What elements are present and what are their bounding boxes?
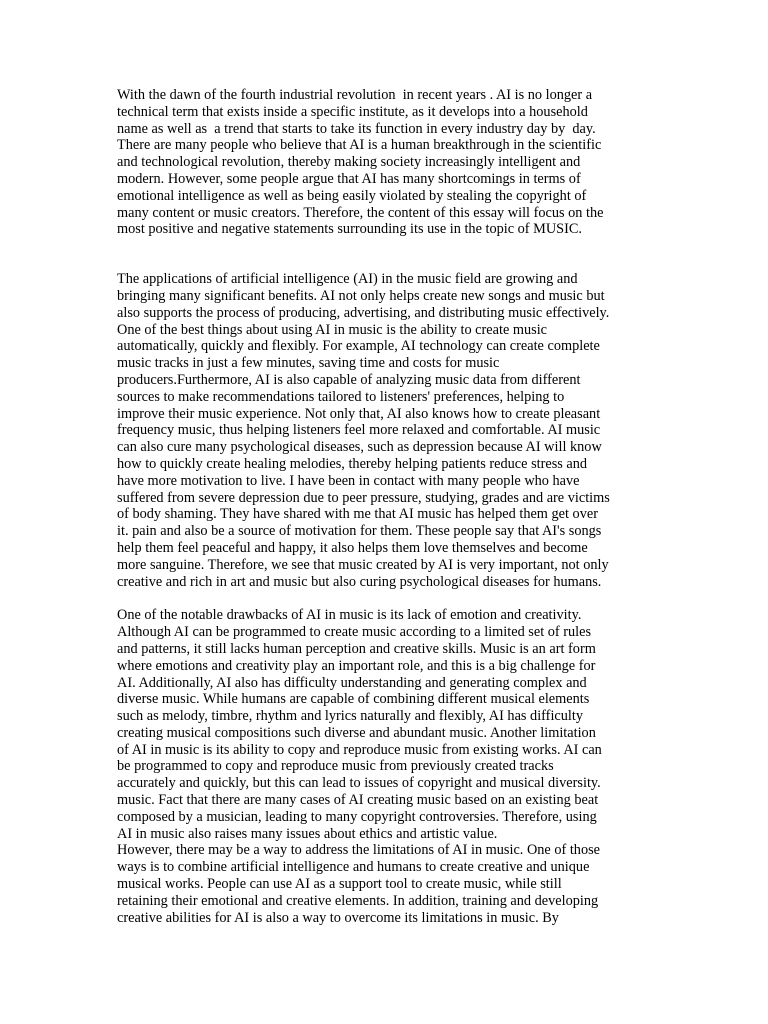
text-line: creating musical compositions such diverse and abundant music. Another limitation bbox=[117, 724, 596, 741]
text-line: most positive and negative statements surrounding its use in the topic of MUSIC. bbox=[117, 221, 582, 238]
paragraph-spacer bbox=[117, 590, 657, 607]
text-line: of AI in music is its ability to copy and reproduce music from existing works. AI can bbox=[117, 741, 602, 758]
paragraph-drawbacks bbox=[117, 607, 657, 926]
paragraph-spacer bbox=[117, 238, 657, 271]
text-line: such as melody, timbre, rhythm and lyrics naturally and flexibly, AI has difficulty bbox=[117, 708, 584, 725]
text-line: and patterns, it still lacks human perception and creative skills. Music is an art form bbox=[117, 640, 596, 657]
text-line: Although AI can be programmed to create music according to a limited set of rules bbox=[117, 624, 592, 641]
text-line: music tracks in just a few minutes, saving time and costs for music bbox=[117, 355, 500, 372]
text-line: frequency music, thus helping listeners feel more relaxed and comfortable. AI music bbox=[117, 422, 601, 439]
text-line: improve their music experience. Not only that, AI also knows how to create pleasant bbox=[117, 405, 601, 422]
text-line: One of the notable drawbacks of AI in music is its lack of emotion and creativity. bbox=[117, 607, 582, 624]
text-line: AI in music also raises many issues about ethics and artistic value. bbox=[117, 825, 498, 842]
text-line: have more motivation to live. I have been in contact with many people who have bbox=[117, 472, 580, 489]
text-line: The applications of artificial intelligence (AI) in the music field are growing and bbox=[117, 271, 578, 288]
text-line: There are many people who believe that AI is a human breakthrough in the scientific bbox=[117, 137, 602, 154]
text-line: how to quickly create healing melodies, thereby helping patients reduce stress and bbox=[117, 455, 588, 472]
text-line: sources to make recommendations tailored to listeners' preferences, helping to bbox=[117, 388, 565, 405]
text-line: diverse music. While humans are capable of combining different musical elements bbox=[117, 691, 590, 708]
document-page bbox=[117, 87, 657, 926]
text-line: creative and rich in art and music but also curing psychological diseases for humans. bbox=[117, 573, 602, 590]
text-line: musical works. People can use AI as a support tool to create music, while still bbox=[117, 876, 562, 893]
text-line: emotional intelligence as well as being easily violated by stealing the copyright of bbox=[117, 187, 587, 204]
text-line: help them feel peaceful and happy, it also helps them love themselves and become bbox=[117, 539, 588, 556]
text-line: suffered from severe depression due to peer pressure, studying, grades and are victims bbox=[117, 489, 610, 506]
text-line: AI. Additionally, AI also has difficulty understanding and generating complex and bbox=[117, 674, 587, 691]
text-line: modern. However, some people argue that AI has many shortcomings in terms of bbox=[117, 170, 581, 187]
paragraph-benefits bbox=[117, 271, 657, 590]
text-line: One of the best things about using AI in music is the ability to create music bbox=[117, 321, 548, 338]
text-line: bringing many significant benefits. AI not only helps create new songs and music but bbox=[117, 287, 605, 304]
text-line: retaining their emotional and creative elements. In addition, training and developing bbox=[117, 892, 599, 909]
text-line: accurately and quickly, but this can lead to issues of copyright and musical diversity. bbox=[117, 775, 601, 792]
text-line: composed by a musician, leading to many copyright controversies. Therefore, using bbox=[117, 808, 597, 825]
text-line: of body shaming. They have shared with me that AI music has helped them get over bbox=[117, 506, 598, 523]
text-line: be programmed to copy and reproduce music from previously created tracks bbox=[117, 758, 554, 775]
text-line: creative abilities for AI is also a way to overcome its limitations in music. By bbox=[117, 909, 559, 926]
text-line: can also cure many psychological diseases, such as depression because AI will know bbox=[117, 439, 602, 456]
text-line: However, there may be a way to address the limitations of AI in music. One of those bbox=[117, 842, 601, 859]
text-line: With the dawn of the fourth industrial revolution in recent years . AI is no longer a bbox=[117, 87, 593, 103]
text-line: also supports the process of producing, advertising, and distributing music effectively. bbox=[117, 304, 610, 321]
text-line: producers.Furthermore, AI is also capable of analyzing music data from different bbox=[117, 371, 581, 388]
paragraph-intro bbox=[117, 87, 657, 238]
text-line: many content or music creators. Therefore, the content of this essay will focus on the bbox=[117, 204, 604, 221]
text-line: technical term that exists inside a specific institute, as it develops into a household bbox=[117, 103, 588, 120]
text-line: more sanguine. Therefore, we see that music created by AI is very important, not only bbox=[117, 556, 609, 573]
text-line: where emotions and creativity play an important role, and this is a big challenge for bbox=[117, 657, 596, 674]
text-line: music. Fact that there are many cases of AI creating music based on an existing beat bbox=[117, 792, 599, 809]
text-line: automatically, quickly and flexibly. For example, AI technology can create complete bbox=[117, 338, 600, 355]
text-line: name as well as a trend that starts to take its function in every industry day by day. bbox=[117, 120, 596, 137]
text-line: it. pain and also be a source of motivation for them. These people say that AI's songs bbox=[117, 523, 602, 540]
text-line: ways is to combine artificial intelligence and humans to create creative and unique bbox=[117, 859, 590, 876]
text-line: and technological revolution, thereby making society increasingly intelligent and bbox=[117, 154, 581, 171]
